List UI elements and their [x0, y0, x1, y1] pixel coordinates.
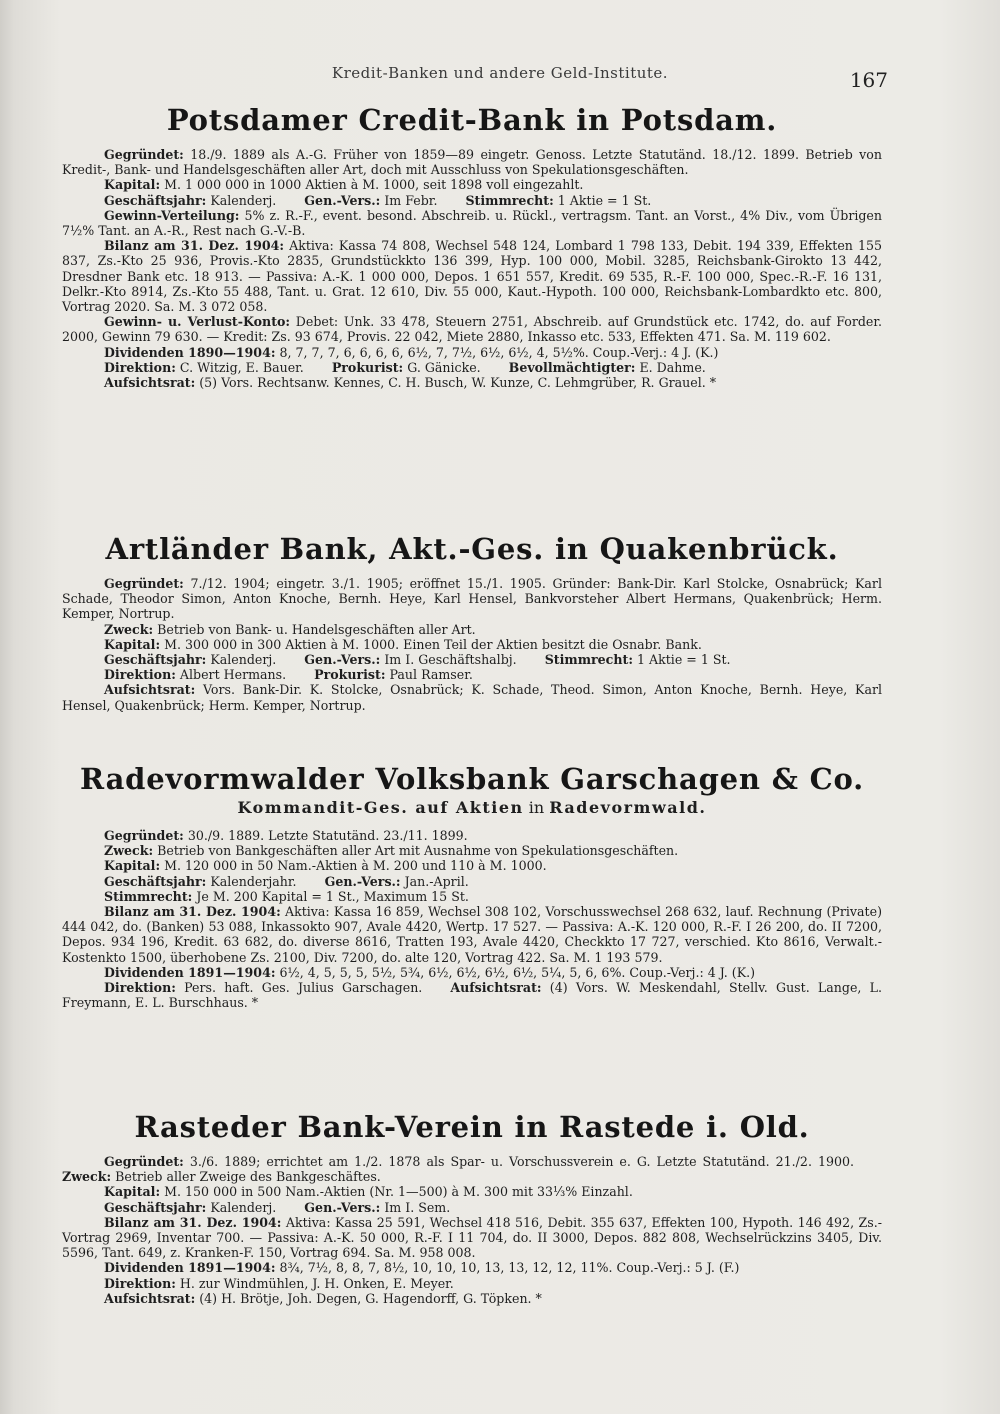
field-label: Stimmrecht:: [104, 888, 193, 904]
field-label: Gegründet:: [104, 828, 184, 843]
field-label: Geschäftsjahr:: [104, 192, 207, 208]
field-value: Kalenderj.: [210, 652, 277, 668]
field-value: 1 Aktie = 1 St.: [637, 652, 731, 668]
entry-title: Radevormwalder Volksbank Garschagen & Co.: [80, 762, 864, 796]
field-value: Im I. Sem.: [384, 1199, 451, 1215]
field-value: Im Febr.: [384, 192, 438, 208]
field-label: Aufsichtsrat:: [450, 980, 542, 996]
entry-title: Rasteder Bank-Verein in Rastede i. Old.: [134, 1110, 810, 1144]
field-value: Aktiva: Kassa 74 808, Wechsel 548 124, Lombard 1 798 133, Debit. 194 339, Effekten 155 837, Zs.-Kto 25 936, Provis.-Kto 2835, Grundstückkto 136 399, Hyp. 100 000, Mobil. 3285, Reichsbank-Girokto 13 442, Dresdner Bank etc. 18 913. — Passiva: A.-K. 1 000 000, Depos. 1 651 557, Kredit. 69 535, R.-F. 100 000, Spec.-R.-F. 16 131, Delkr.-Kto 8914, Zs.-Kto 55 488, Tant. u. Grat. 12 610, Div. 55 000, Kaut.-Hypoth. 100 000, Reichsbank-Lombardkto etc. 800, Vortrag 2020. Sa. M. 3 072 058.: [62, 238, 882, 315]
field-value: Aktiva: Kassa 25 591, Wechsel 418 516, Debit. 355 637, Effekten 100, Hypoth. 146 492, Zs.-Vortrag 2969, Inventar 700. — Passiva: A.-K. 50 000, R.-F. I 11 704, do. II 3000, Depos. 882 808, Wechselrückzins 3405, Div. 5596, Tant. 649, z. Kranken-F. 150, Vortrag 694. Sa. M. 958 008.: [62, 1214, 882, 1261]
field-label: Stimmrecht:: [544, 652, 633, 668]
entry-paragraph: [62, 965, 882, 980]
field-value: 30./9. 1889. Letzte Statutänd. 23./11. 1899.: [187, 828, 468, 843]
field-value: 18./9. 1889 als A.-G. Früher von 1859—89 eingetr. Genoss. Letzte Statutänd. 18./12. 1899. Betrieb von Kredit-, Bank- und Handelsgeschäften aller Art, doch mit Ausschluss von Spekulationsgeschäften.: [62, 147, 882, 178]
field-label: Gen.-Vers.:: [304, 652, 381, 668]
entry-paragraph: [62, 667, 882, 682]
entry-paragraph: [62, 576, 882, 622]
entry-artlaender-bank: [62, 532, 882, 713]
entry-paragraph: [62, 682, 882, 712]
field-label: Dividenden 1891—1904:: [104, 964, 276, 980]
field-value: M. 1 000 000 in 1000 Aktien à M. 1000, seit 1898 voll eingezahlt.: [164, 177, 584, 193]
entry-rasteder-bank-verein: [62, 1110, 882, 1306]
subtitle-in: in: [528, 798, 545, 817]
entry-paragraph: [62, 874, 882, 889]
field-value: (4) H. Brötje, Joh. Degen, G. Hagendorff, G. Töpken. *: [199, 1290, 542, 1306]
entry-body: [62, 147, 882, 390]
field-label: Prokurist:: [314, 667, 386, 683]
field-value: Kalenderjahr.: [210, 873, 297, 889]
field-value: Kalenderj.: [210, 1199, 277, 1215]
entry-paragraph: [62, 622, 882, 637]
field-label: Geschäftsjahr:: [104, 873, 207, 889]
field-label: Bevollmächtigter:: [508, 359, 636, 375]
entry-paragraph: [62, 208, 882, 238]
field-value: Betrieb von Bank- u. Handelsgeschäften aller Art.: [157, 621, 476, 637]
field-value: Je M. 200 Kapital = 1 St., Maximum 15 St.: [196, 888, 469, 904]
running-head: Kredit-Banken und andere Geld-Institute.: [331, 64, 669, 82]
entry-subtitle: [62, 798, 882, 818]
field-value: 8¾, 7½, 8, 8, 7, 8½, 10, 10, 10, 13, 13, 12, 12, 11%. Coup.-Verj.: 5 J. (F.): [279, 1260, 740, 1276]
entry-potsdamer-credit-bank: [62, 103, 882, 390]
field-label: Kapital:: [104, 858, 161, 874]
field-value: Aktiva: Kassa 16 859, Wechsel 308 102, Vorschusswechsel 268 632, lauf. Rechnung (Private) 444 042, do. (Banken) 53 088, Inkassokto 907, Avale 4420, Wertp. 17 527. — Passiva: A.-K. 120 000, R.-F. I 26 200, do. II 7200, Depos. 934 196, Kredit. 63 682, do. diverse 8616, Tratten 193, Avale 4420, Checkkto 17 727, verschied. Kto 8616, Verwalt.-Kostenkto 1500, überhobene Zs. 2100, Div. 7200, do. alte 120, Vortrag 422. Sa. M. 1 193 579.: [62, 904, 882, 965]
entry-paragraph: [62, 1184, 882, 1199]
entry-paragraph: [62, 193, 882, 208]
field-label: Direktion:: [104, 667, 176, 683]
field-value: 1 Aktie = 1 St.: [557, 192, 652, 208]
entry-paragraph: [62, 375, 882, 390]
field-label: Gen.-Vers.:: [324, 873, 401, 889]
field-label: Aufsichtsrat:: [104, 1290, 196, 1306]
entry-paragraph: [62, 1260, 882, 1275]
field-value: M. 150 000 in 500 Nam.-Aktien (Nr. 1—500) à M. 300 mit 33⅓% Einzahl.: [164, 1184, 633, 1200]
field-value: 3./6. 1889; errichtet am 1./2. 1878 als Spar- u. Vorschussverein e. G. Letzte Statutänd. 21./2. 1900.: [189, 1154, 854, 1169]
entry-paragraph: [62, 360, 882, 375]
subtitle-place: Radevormwald.: [549, 798, 707, 817]
field-label: Stimmrecht:: [465, 192, 554, 208]
entry-body: [62, 828, 882, 1010]
field-label: Geschäftsjahr:: [104, 1199, 207, 1215]
field-value: Albert Hermans.: [179, 667, 287, 683]
entry-paragraph: [62, 177, 882, 192]
field-label: Gegründet:: [104, 576, 184, 591]
field-label: Gen.-Vers.:: [304, 192, 381, 208]
field-label: Gegründet:: [104, 147, 184, 162]
field-value: Pers. haft. Ges. Julius Garschagen.: [184, 980, 423, 996]
field-value: 8, 7, 7, 7, 6, 6, 6, 6, 6½, 7, 7½, 6½, 6½, 4, 5½%. Coup.-Verj.: 4 J. (K.): [279, 344, 719, 360]
entry-radevormwalder-volksbank: [62, 762, 882, 1010]
field-value: 6½, 4, 5, 5, 5, 5½, 5¾, 6½, 6½, 6½, 6½, 5¼, 5, 6, 6%. Coup.-Verj.: 4 J. (K.): [279, 964, 756, 980]
entry-paragraph: [62, 828, 882, 843]
field-value: Vors. Bank-Dir. K. Stolcke, Osnabrück; K. Schade, Theod. Simon, Anton Knoche, Bernh. Heye, Karl Hensel, Quakenbrück; Herm. Kemper, Nortrup.: [62, 682, 882, 713]
field-value: Im I. Geschäftshalbj.: [384, 652, 517, 668]
entry-paragraph: [62, 1291, 882, 1306]
field-label: Dividenden 1891—1904:: [104, 1260, 276, 1276]
field-value: Betrieb aller Zweige des Bankgeschäftes.: [115, 1169, 381, 1185]
field-label: Gewinn-Verteilung:: [104, 207, 240, 223]
page-number: 167: [849, 68, 888, 92]
field-value: E. Dahme.: [639, 359, 706, 375]
field-label: Aufsichtsrat:: [104, 682, 196, 698]
field-label: Gegründet:: [104, 1154, 184, 1169]
entry-paragraph: [62, 652, 882, 667]
entry-paragraph: [62, 238, 882, 314]
entry-paragraph: [62, 147, 882, 177]
entry-paragraph: [62, 637, 882, 652]
field-label: Aufsichtsrat:: [104, 375, 196, 391]
field-value: (5) Vors. Rechtsanw. Kennes, C. H. Busch, W. Kunze, C. Lehmgrüber, R. Grauel. *: [199, 375, 717, 391]
entry-paragraph: [62, 1215, 882, 1261]
field-label: Kapital:: [104, 636, 161, 652]
entry-paragraph: [62, 1276, 882, 1291]
entry-paragraph: [62, 345, 882, 360]
field-label: Prokurist:: [331, 359, 404, 375]
field-label: Kapital:: [104, 177, 161, 193]
field-value: M. 120 000 in 50 Nam.-Aktien à M. 200 und 110 à M. 1000.: [164, 858, 547, 874]
entry-title: Potsdamer Credit-Bank in Potsdam.: [166, 103, 778, 137]
entry-paragraph: [62, 1154, 882, 1184]
field-label: Direktion:: [104, 1275, 176, 1291]
field-label: Zweck:: [62, 1169, 112, 1185]
field-label: Gen.-Vers.:: [304, 1199, 381, 1215]
entry-paragraph: [62, 904, 882, 965]
field-value: (4) Vors. W. Meskendahl, Stellv. Gust. Lange, L. Freymann, E. L. Burschhaus. *: [62, 980, 883, 1011]
entry-body: [62, 1154, 882, 1306]
field-value: Kalenderj.: [210, 192, 277, 208]
field-label: Dividenden 1890—1904:: [104, 344, 276, 360]
field-value: 7./12. 1904; eingetr. 3./1. 1905; eröffnet 15./1. 1905. Gründer: Bank-Dir. Karl Stolcke, Osnabrück; Karl Schade, Theodor Simon, Anton Knoche, Bernh. Heye, Karl Hensel, Bankvorsteher Albert Hermans, Quakenbrück; Herm. Kemper, Nortrup.: [62, 576, 882, 622]
entry-paragraph: [62, 843, 882, 858]
entry-paragraph: [62, 858, 882, 873]
field-label: Bilanz am 31. Dez. 1904:: [104, 904, 281, 920]
field-value: 5% z. R.-F., event. besond. Abschreib. u. Rückl., vertragsm. Tant. an Vorst., 4% Div., vom Übrigen 7½% Tant. an A.-R., Rest nach G.-V.-B.: [62, 207, 882, 239]
field-label: Direktion:: [104, 980, 176, 996]
field-label: Zweck:: [104, 843, 154, 859]
field-value: H. zur Windmühlen, J. H. Onken, E. Meyer.: [179, 1275, 454, 1291]
field-value: Debet: Unk. 33 478, Steuern 2751, Abschreib. auf Grundstück etc. 1742, do. auf Forder. 2000, Gewinn 79 630. — Kredit: Zs. 93 674, Provis. 22 042, Miete 2880, Inkasso etc. 533, Effekten 471. Sa. M. 119 602.: [62, 314, 883, 345]
field-value: Jan.-April.: [404, 873, 469, 889]
entry-body: [62, 576, 882, 713]
field-label: Geschäftsjahr:: [104, 652, 207, 668]
field-value: C. Witzig, E. Bauer.: [179, 359, 304, 375]
entry-paragraph: [62, 1200, 882, 1215]
field-value: M. 300 000 in 300 Aktien à M. 1000. Einen Teil der Aktien besitzt die Osnabr. Bank.: [164, 636, 702, 652]
field-label: Direktion:: [104, 359, 176, 375]
field-label: Bilanz am 31. Dez. 1904:: [104, 238, 285, 254]
entry-title: Artländer Bank, Akt.-Ges. in Quakenbrück.: [105, 532, 839, 566]
subtitle-company-form: Kommandit-Ges. auf Aktien: [237, 798, 524, 817]
entry-paragraph: [62, 980, 882, 1010]
entry-paragraph: [62, 889, 882, 904]
field-label: Gewinn- u. Verlust-Konto:: [104, 314, 291, 330]
entry-paragraph: [62, 314, 882, 344]
field-label: Zweck:: [104, 621, 154, 637]
field-value: Paul Ramser.: [389, 667, 473, 683]
page-header: [0, 62, 1000, 92]
field-value: Betrieb von Bankgeschäften aller Art mit Ausnahme von Spekulationsgeschäften.: [157, 843, 679, 859]
field-label: Kapital:: [104, 1184, 161, 1200]
field-label: Bilanz am 31. Dez. 1904:: [104, 1214, 282, 1230]
field-value: G. Gänicke.: [407, 359, 481, 375]
